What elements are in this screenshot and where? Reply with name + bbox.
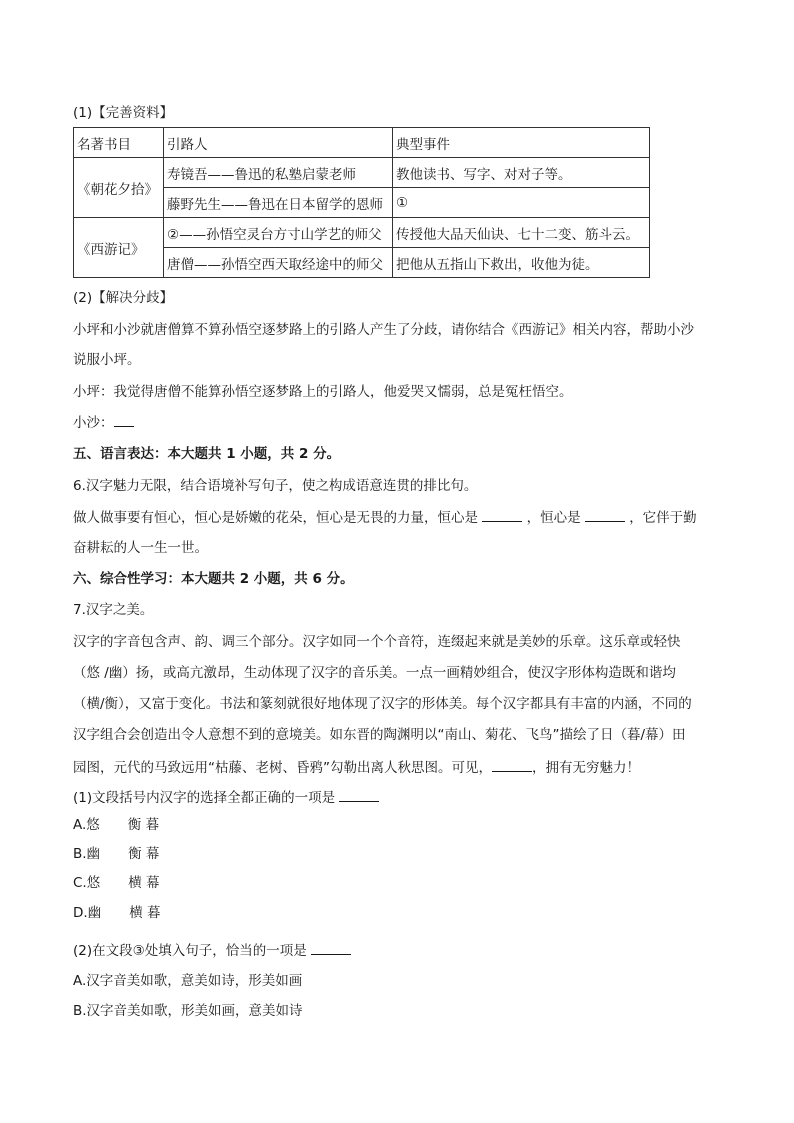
option-text: 暮	[145, 817, 160, 833]
section-heading: 六、综合性学习：本大题共 2 小题，共 6 分。	[73, 571, 354, 587]
passage-line: （横/衡），又富于变化。书法和篆刻就很好地体现了汉字的形体美。每个汉字都具有丰富的内涵，不同的	[73, 696, 692, 712]
xiaosha-label: 小沙：	[73, 415, 114, 431]
table-cell-book: 《朝花夕拾》	[74, 158, 164, 218]
passage-text: ，拥有无穷魅力！	[532, 760, 640, 776]
table-cell-guide: 藤野先生——鲁迅在日本留学的恩师	[164, 188, 393, 218]
option-text: 横	[128, 875, 142, 891]
table-cell-guide: ②——孙悟空灵台方寸山学艺的师父	[164, 218, 393, 248]
passage-line	[73, 759, 733, 776]
option-label: D.幽	[73, 905, 102, 921]
q6-text: ，它伴于勤	[629, 510, 697, 526]
passage-line: （悠 /幽）扬，或高亢激昂，生动体现了汉字的音乐美。一点一画精妙组合，使汉字形体构造既和谐均	[73, 665, 676, 681]
q2-text: 小坪和小沙就唐僧算不算孙悟空逐梦路上的引路人产生了分歧，请你结合《西游记》相关内容，帮助小沙	[73, 322, 694, 338]
q7-1-question	[73, 789, 733, 806]
q2-heading: (2)【解决分歧】	[73, 290, 174, 306]
answer-blank[interactable]	[311, 942, 351, 955]
q6-sentence: 奋耕耘的人一生一世。	[73, 540, 208, 556]
q7-2-question	[73, 942, 733, 959]
table-cell-event: 传授他大品天仙诀、七十二变、筋斗云。	[393, 218, 650, 248]
answer-blank[interactable]	[482, 509, 522, 522]
table-row	[74, 158, 650, 188]
option-text: 衡	[128, 846, 142, 862]
table-cell-guide: 唐僧——孙悟空西天取经途中的师父	[164, 248, 393, 278]
table-header-cell: 名著书目	[74, 128, 164, 158]
answer-blank[interactable]	[339, 789, 379, 802]
table-header-row	[74, 128, 650, 158]
answer-blank[interactable]	[492, 759, 532, 772]
option-b[interactable]	[73, 846, 733, 862]
xiaosha-answer-line	[73, 414, 733, 431]
answer-blank[interactable]	[114, 414, 134, 427]
q2-text: 说服小坪。	[73, 352, 141, 368]
table-cell-guide: 寿镜吾——鲁迅的私塾启蒙老师	[164, 158, 393, 188]
table-cell-book: 《西游记》	[74, 218, 164, 278]
answer-blank[interactable]	[585, 509, 625, 522]
option-label: A.悠	[73, 817, 100, 833]
section-heading: 五、语言表达：本大题共 1 小题，共 2 分。	[73, 446, 341, 462]
question-text: (1)文段括号内汉字的选择全都正确的一项是	[73, 790, 336, 806]
question-text: (2)在文段③处填入句子，恰当的一项是	[73, 943, 307, 959]
table-cell-event: 把他从五指山下救出，收他为徒。	[393, 248, 650, 278]
table-cell-event: 教他读书、写字、对对子等。	[393, 158, 650, 188]
table-header-cell: 引路人	[164, 128, 393, 158]
option-text: 幕	[145, 846, 160, 862]
q6-sentence	[73, 509, 733, 526]
option-a[interactable]: A.汉字音美如歌，意美如诗，形美如画	[73, 973, 303, 989]
option-d[interactable]	[73, 905, 733, 921]
q6-text: ，恒心是	[526, 510, 581, 526]
q6-title: 6.汉字魅力无限，结合语境补写句子，使之构成语意连贯的排比句。	[73, 478, 478, 494]
q6-text: 做人做事要有恒心，恒心是娇嫩的花朵，恒心是无畏的力量，恒心是	[73, 510, 478, 526]
reference-table	[73, 127, 650, 278]
passage-line: 汉字组合会创造出令人意想不到的意境美。如东晋的陶渊明以“南山、菊花、飞鸟”描绘了日（暮/幕）田	[73, 727, 686, 743]
table-header-cell: 典型事件	[393, 128, 650, 158]
option-label: B.幽	[73, 846, 101, 862]
option-text: 幕	[146, 875, 160, 891]
table-row	[74, 218, 650, 248]
option-label: C.悠	[73, 875, 101, 891]
option-c[interactable]	[73, 875, 733, 891]
passage-text: 园图，元代的马致远用“枯藤、老树、昏鸦”勾勒出离人秋思图。可见，	[73, 760, 492, 776]
option-text: 横	[129, 905, 143, 921]
table-cell-event: ①	[393, 188, 650, 218]
q7-title: 7.汉字之美。	[73, 602, 154, 618]
xiaoping-statement: 小坪：我觉得唐僧不能算孙悟空逐梦路上的引路人，他爱哭又懦弱，总是冤枉悟空。	[73, 384, 573, 400]
option-b[interactable]: B.汉字音美如歌，形美如画，意美如诗	[73, 1003, 303, 1019]
option-text: 衡	[127, 817, 142, 833]
option-text: 暮	[146, 905, 161, 921]
passage-line: 汉字的字音包含声、韵、调三个部分。汉字如同一个个音符，连缀起来就是美妙的乐章。这乐章或轻快	[73, 634, 681, 650]
option-a[interactable]	[73, 817, 733, 833]
q1-heading: (1)【完善资料】	[73, 105, 174, 121]
